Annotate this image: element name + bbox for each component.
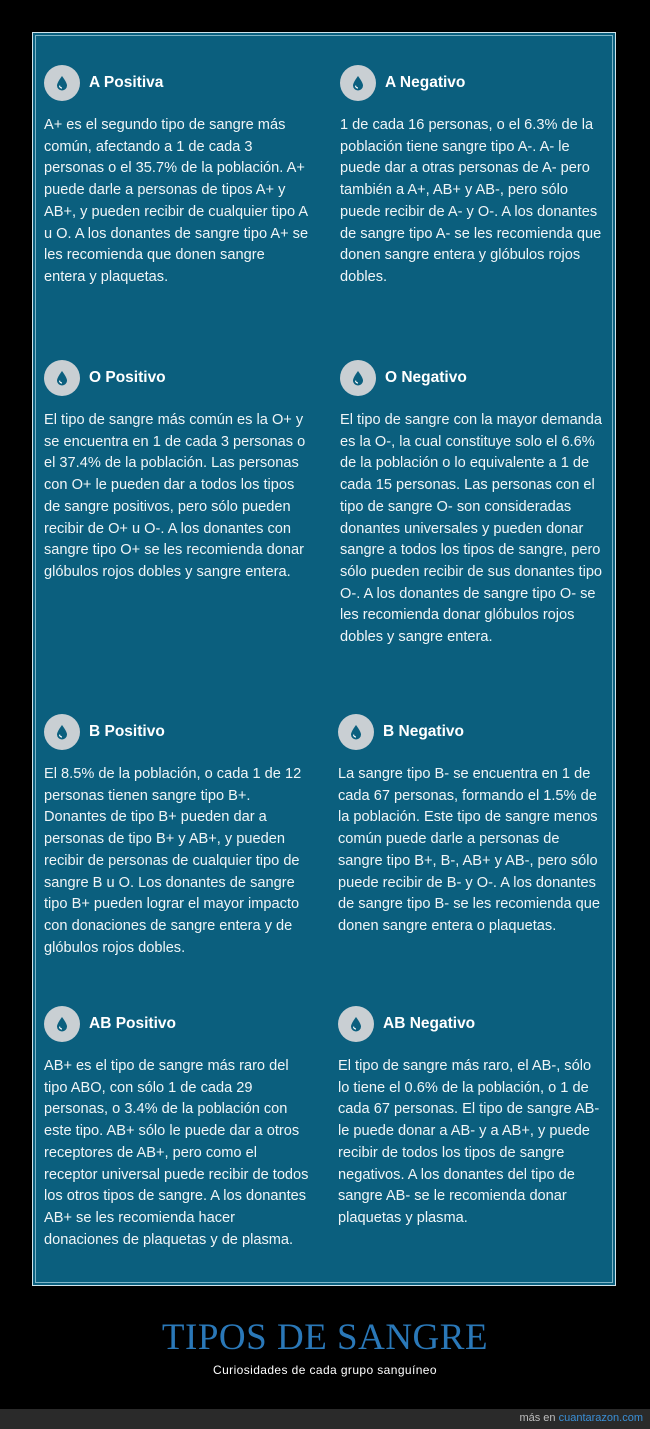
card-title: B Positivo [89,723,165,740]
footer-credit-prefix: más en [519,1412,559,1424]
card-title: AB Negativo [383,1015,476,1032]
card-o-positive [44,360,310,584]
card-description: 1 de cada 16 personas, o el 6.3% de la población tiene sangre tipo A-. A- le puede dar a otras personas de A- pero también a A+, AB+ y AB-, pero sólo puede recibir de A- y O-. A los donantes de sangre tipo A- se les recomienda que donen sangre entera y glóbulos rojos dobles. [340,117,602,285]
page-subtitle: Curiosidades de cada grupo sanguíneo [213,1363,437,1377]
card-description: El tipo de sangre con la mayor demanda es la O-, la cual constituye solo el 6.6% de la población o lo equivalente a 1 de cada 15 personas. Las personas con el tipo de sangre O- son consideradas donantes universales y pueden donar sangre a todos los tipos de sangre, pero sólo pueden recibir de sus donantes tipo O-. A los donantes de sangre tipo O- se les recomienda donar glóbulos rojos dobles y sangre entera. [340,412,603,646]
card-ab-negative [338,1006,604,1230]
card-title: O Positivo [89,369,166,386]
card-title: AB Positivo [89,1015,176,1032]
card-description: AB+ es el tipo de sangre más raro del tipo ABO, con sólo 1 de cada 29 personas, o 3.4% de la población con este tipo. AB+ sólo le puede dar a otros receptores de AB+, pero como el receptor universal puede recibir de todos los otros tipos de sangre. A los donantes AB+ se les recomienda hacer donaciones de plaquetas y de plasma. [44,1058,309,1248]
blood-drop-icon [44,65,80,101]
card-b-negative [338,714,604,938]
page-title: TIPOS DE SANGRE [161,1317,489,1358]
card-a-negative [340,65,606,289]
card-description: A+ es el segundo tipo de sangre más común, afectando a 1 de cada 3 personas o el 35.7% de la población. A+ puede darle a personas de tipos A+ y AB+, y pueden recibir de cualquier tipo A u O. A los donantes de sangre tipo A+ se les recomienda que donen sangre entera y plaquetas. [44,117,309,285]
site-link[interactable]: cuantarazon.com [558,1412,643,1424]
card-o-negative [340,360,606,649]
card-title: B Negativo [383,723,464,740]
card-title: O Negativo [385,369,467,386]
footer-credit [519,1412,643,1424]
blood-drop-icon [338,1006,374,1042]
card-title: A Positiva [89,74,164,91]
card-description: El 8.5% de la población, o cada 1 de 12 personas tienen sangre tipo B+. Donantes de tipo B+ pueden dar a personas de tipo B+ y AB+, y pueden recibir de personas de cualquier tipo de sangre B u O. Los donantes de sangre tipo B+ pueden lograr el mayor impacto con donaciones de sangre entera y de glóbulos rojos dobles. [44,766,302,956]
blood-drop-icon [338,714,374,750]
card-title: A Negativo [385,74,466,91]
blood-drop-icon [340,360,376,396]
blood-drop-icon [44,360,80,396]
card-b-positive [44,714,310,959]
info-panel [32,32,616,1286]
card-a-positive [44,65,310,289]
card-ab-positive [44,1006,310,1251]
card-description: La sangre tipo B- se encuentra en 1 de cada 67 personas, formando el 1.5% de la población. Este tipo de sangre menos común puede darle a personas de sangre tipo B+, B-, AB+ y AB-, pero sólo puede recibir de B- y O-. A los donantes de sangre tipo B- se les recomienda que donen sangre entera o plaquetas. [338,766,601,934]
card-description: El tipo de sangre más raro, el AB-, sólo lo tiene el 0.6% de la población, o 1 de cada 67 personas. El tipo de sangre AB- le puede donar a AB- y a AB+, y puede recibir de todos los tipos de sangre negativos. A los donantes del tipo de sangre AB- se le recomienda donar plaquetas y plasma. [338,1058,600,1226]
blood-drop-icon [44,714,80,750]
card-description: El tipo de sangre más común es la O+ y se encuentra en 1 de cada 3 personas o el 37.4% de la población. Las personas con O+ le pueden dar a todos los tipos de sangre positivos, pero sólo pueden recibir de O+ u O-. A los donantes con sangre tipo O+ se les recomienda donar glóbulos rojos dobles y sangre entera. [44,412,306,580]
footer-bar [0,1409,650,1429]
blood-drop-icon [44,1006,80,1042]
blood-drop-icon [340,65,376,101]
